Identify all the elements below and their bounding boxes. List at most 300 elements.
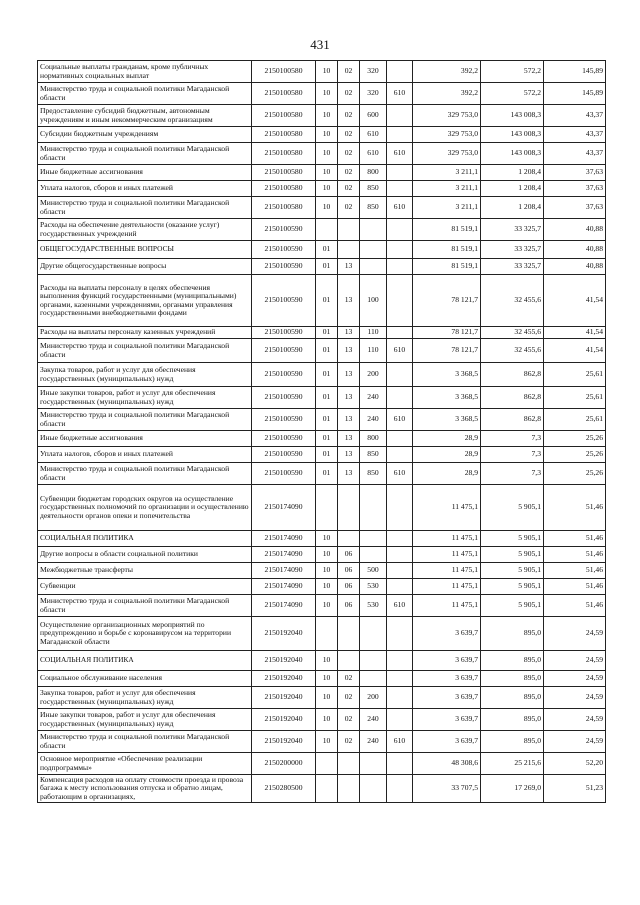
row-name: Министерство труда и социальной политики Магаданской области	[38, 595, 252, 617]
row-ministry-code	[387, 127, 413, 143]
row-expense-type: 240	[360, 731, 387, 753]
row-plan-amount: 33 707,5	[413, 775, 481, 803]
row-section: 01	[316, 363, 338, 387]
row-plan-amount: 329 753,0	[413, 127, 481, 143]
row-code: 2150174090	[252, 563, 316, 579]
table-row	[38, 447, 606, 463]
row-subsection: 02	[338, 687, 360, 709]
row-section: 10	[316, 531, 338, 547]
row-percent: 51,46	[544, 547, 606, 563]
row-section: 10	[316, 83, 338, 105]
table-row	[38, 617, 606, 651]
row-subsection: 02	[338, 731, 360, 753]
table-row	[38, 259, 606, 275]
row-subsection	[338, 775, 360, 803]
row-plan-amount: 11 475,1	[413, 579, 481, 595]
row-code: 2150174090	[252, 547, 316, 563]
row-code: 2150192040	[252, 731, 316, 753]
row-section: 10	[316, 671, 338, 687]
row-subsection: 13	[338, 275, 360, 327]
row-section: 10	[316, 579, 338, 595]
row-section: 10	[316, 687, 338, 709]
row-expense-type	[360, 775, 387, 803]
row-name: Иные закупки товаров, работ и услуг для обеспечения государственных (муниципальных) нужд	[38, 387, 252, 409]
row-code: 2150100590	[252, 259, 316, 275]
table-row	[38, 731, 606, 753]
row-name: Министерство труда и социальной политики Магаданской области	[38, 83, 252, 105]
row-section	[316, 219, 338, 241]
row-plan-amount: 3 639,7	[413, 687, 481, 709]
row-ministry-code	[387, 447, 413, 463]
row-expense-type	[360, 671, 387, 687]
row-actual-amount: 5 905,1	[481, 595, 544, 617]
row-actual-amount: 32 455,6	[481, 275, 544, 327]
row-actual-amount: 143 008,3	[481, 105, 544, 127]
row-section: 01	[316, 241, 338, 259]
row-plan-amount: 3 639,7	[413, 709, 481, 731]
row-actual-amount: 7,3	[481, 447, 544, 463]
row-plan-amount: 11 475,1	[413, 595, 481, 617]
table-row	[38, 363, 606, 387]
table-row	[38, 709, 606, 731]
row-percent: 24,59	[544, 651, 606, 671]
row-ministry-code	[387, 219, 413, 241]
row-name: Иные бюджетные ассигнования	[38, 431, 252, 447]
row-actual-amount: 33 325,7	[481, 241, 544, 259]
row-actual-amount: 895,0	[481, 687, 544, 709]
row-percent: 41,54	[544, 339, 606, 363]
row-ministry-code	[387, 563, 413, 579]
row-percent: 40,88	[544, 219, 606, 241]
row-plan-amount: 3 211,1	[413, 197, 481, 219]
row-expense-type: 610	[360, 127, 387, 143]
row-subsection: 02	[338, 105, 360, 127]
row-section: 10	[316, 731, 338, 753]
row-section: 10	[316, 547, 338, 563]
table-row	[38, 83, 606, 105]
table-row	[38, 387, 606, 409]
row-expense-type	[360, 259, 387, 275]
table-row	[38, 563, 606, 579]
row-ministry-code	[387, 431, 413, 447]
row-actual-amount: 862,8	[481, 409, 544, 431]
row-expense-type: 850	[360, 197, 387, 219]
row-plan-amount: 11 475,1	[413, 563, 481, 579]
row-subsection	[338, 531, 360, 547]
row-plan-amount: 81 519,1	[413, 259, 481, 275]
row-actual-amount: 1 208,4	[481, 181, 544, 197]
row-name: Социальное обслуживание населения	[38, 671, 252, 687]
row-ministry-code	[387, 61, 413, 83]
row-percent: 24,59	[544, 687, 606, 709]
row-plan-amount: 11 475,1	[413, 547, 481, 563]
row-name: Другие вопросы в области социальной политики	[38, 547, 252, 563]
row-ministry-code	[387, 165, 413, 181]
row-percent: 37,63	[544, 197, 606, 219]
row-code: 2150192040	[252, 709, 316, 731]
row-expense-type	[360, 651, 387, 671]
row-actual-amount: 572,2	[481, 83, 544, 105]
table-row	[38, 219, 606, 241]
table-row	[38, 339, 606, 363]
row-expense-type: 320	[360, 83, 387, 105]
row-section: 10	[316, 61, 338, 83]
row-expense-type: 600	[360, 105, 387, 127]
row-expense-type: 320	[360, 61, 387, 83]
row-subsection: 13	[338, 431, 360, 447]
table-row	[38, 327, 606, 339]
row-ministry-code	[387, 579, 413, 595]
row-ministry-code: 610	[387, 409, 413, 431]
table-row	[38, 61, 606, 83]
row-plan-amount: 78 121,7	[413, 327, 481, 339]
row-section: 10	[316, 651, 338, 671]
row-name: Закупка товаров, работ и услуг для обеспечения государственных (муниципальных) нужд	[38, 687, 252, 709]
row-ministry-code	[387, 259, 413, 275]
row-plan-amount: 28,9	[413, 431, 481, 447]
row-actual-amount: 5 905,1	[481, 485, 544, 531]
row-actual-amount: 5 905,1	[481, 547, 544, 563]
row-code: 2150192040	[252, 617, 316, 651]
row-section	[316, 775, 338, 803]
row-expense-type: 850	[360, 447, 387, 463]
row-percent: 40,88	[544, 241, 606, 259]
row-ministry-code	[387, 531, 413, 547]
row-subsection: 13	[338, 447, 360, 463]
row-code: 2150100580	[252, 197, 316, 219]
row-name: Субсидии бюджетным учреждениям	[38, 127, 252, 143]
row-name: Иные закупки товаров, работ и услуг для обеспечения государственных (муниципальных) нужд	[38, 709, 252, 731]
row-ministry-code	[387, 753, 413, 775]
row-percent: 51,46	[544, 579, 606, 595]
row-expense-type: 530	[360, 595, 387, 617]
row-expense-type: 100	[360, 275, 387, 327]
row-actual-amount: 32 455,6	[481, 327, 544, 339]
budget-table	[37, 60, 606, 803]
row-ministry-code	[387, 485, 413, 531]
row-percent: 43,37	[544, 127, 606, 143]
row-ministry-code	[387, 709, 413, 731]
row-ministry-code: 610	[387, 463, 413, 485]
row-subsection	[338, 485, 360, 531]
table-row	[38, 241, 606, 259]
row-subsection	[338, 651, 360, 671]
row-actual-amount: 5 905,1	[481, 531, 544, 547]
row-plan-amount: 78 121,7	[413, 275, 481, 327]
table-row	[38, 143, 606, 165]
row-expense-type	[360, 485, 387, 531]
row-code: 2150100590	[252, 463, 316, 485]
row-ministry-code	[387, 327, 413, 339]
row-section: 01	[316, 339, 338, 363]
row-plan-amount: 3 368,5	[413, 363, 481, 387]
row-name: Закупка товаров, работ и услуг для обеспечения государственных (муниципальных) нужд	[38, 363, 252, 387]
row-actual-amount: 17 269,0	[481, 775, 544, 803]
row-subsection: 13	[338, 463, 360, 485]
row-actual-amount: 143 008,3	[481, 143, 544, 165]
row-plan-amount: 48 308,6	[413, 753, 481, 775]
row-code: 2150100580	[252, 143, 316, 165]
row-plan-amount: 3 639,7	[413, 617, 481, 651]
row-ministry-code	[387, 651, 413, 671]
row-ministry-code	[387, 181, 413, 197]
table-row	[38, 275, 606, 327]
row-name: Министерство труда и социальной политики Магаданской области	[38, 339, 252, 363]
row-name: СОЦИАЛЬНАЯ ПОЛИТИКА	[38, 651, 252, 671]
row-name: Министерство труда и социальной политики Магаданской области	[38, 463, 252, 485]
row-ministry-code	[387, 275, 413, 327]
row-code: 2150192040	[252, 671, 316, 687]
row-code: 2150100590	[252, 447, 316, 463]
row-code: 2150100590	[252, 387, 316, 409]
table-row	[38, 165, 606, 181]
row-code: 2150100580	[252, 105, 316, 127]
table-row	[38, 431, 606, 447]
row-code: 2150174090	[252, 485, 316, 531]
row-actual-amount: 1 208,4	[481, 197, 544, 219]
row-name: Уплата налогов, сборов и иных платежей	[38, 181, 252, 197]
row-plan-amount: 3 639,7	[413, 731, 481, 753]
row-expense-type: 240	[360, 409, 387, 431]
row-percent: 52,20	[544, 753, 606, 775]
row-code: 2150200000	[252, 753, 316, 775]
row-percent: 51,46	[544, 595, 606, 617]
row-expense-type: 200	[360, 363, 387, 387]
row-expense-type: 850	[360, 181, 387, 197]
row-section: 01	[316, 327, 338, 339]
row-subsection	[338, 753, 360, 775]
row-section	[316, 485, 338, 531]
row-ministry-code: 610	[387, 595, 413, 617]
row-code: 2150174090	[252, 531, 316, 547]
row-expense-type: 240	[360, 387, 387, 409]
table-row	[38, 105, 606, 127]
row-subsection: 02	[338, 143, 360, 165]
row-actual-amount: 33 325,7	[481, 259, 544, 275]
row-expense-type: 110	[360, 327, 387, 339]
row-plan-amount: 11 475,1	[413, 485, 481, 531]
row-subsection: 02	[338, 83, 360, 105]
table-row	[38, 595, 606, 617]
page-number: 431	[310, 37, 330, 52]
row-ministry-code	[387, 387, 413, 409]
row-name: Предоставление субсидий бюджетным, автономным учреждениям и иным некоммерческим организациям	[38, 105, 252, 127]
row-subsection: 13	[338, 327, 360, 339]
row-subsection: 13	[338, 363, 360, 387]
table-row	[38, 127, 606, 143]
row-plan-amount: 329 753,0	[413, 105, 481, 127]
table-row	[38, 463, 606, 485]
row-name: Министерство труда и социальной политики Магаданской области	[38, 409, 252, 431]
row-subsection: 06	[338, 547, 360, 563]
row-code: 2150100590	[252, 339, 316, 363]
row-name: СОЦИАЛЬНАЯ ПОЛИТИКА	[38, 531, 252, 547]
row-name: Осуществление организационных мероприятий по предупреждению и борьбе с коронавирусом на территории Магаданской области	[38, 617, 252, 651]
row-actual-amount: 862,8	[481, 363, 544, 387]
row-section	[316, 617, 338, 651]
row-plan-amount: 392,2	[413, 83, 481, 105]
row-actual-amount: 32 455,6	[481, 339, 544, 363]
row-plan-amount: 78 121,7	[413, 339, 481, 363]
row-plan-amount: 3 211,1	[413, 181, 481, 197]
row-name: Межбюджетные трансферты	[38, 563, 252, 579]
row-code: 2150100580	[252, 83, 316, 105]
row-actual-amount: 895,0	[481, 731, 544, 753]
row-section: 01	[316, 447, 338, 463]
row-name: Субвенции	[38, 579, 252, 595]
row-code: 2150100590	[252, 275, 316, 327]
row-percent: 37,63	[544, 165, 606, 181]
row-ministry-code: 610	[387, 731, 413, 753]
row-name: Расходы на выплаты персоналу казенных учреждений	[38, 327, 252, 339]
row-code: 2150100590	[252, 327, 316, 339]
row-code: 2150192040	[252, 651, 316, 671]
row-expense-type	[360, 219, 387, 241]
row-actual-amount: 895,0	[481, 651, 544, 671]
row-subsection	[338, 617, 360, 651]
row-section: 01	[316, 431, 338, 447]
row-section: 10	[316, 197, 338, 219]
row-percent: 51,46	[544, 485, 606, 531]
row-actual-amount: 7,3	[481, 463, 544, 485]
row-percent: 145,89	[544, 61, 606, 83]
row-subsection: 13	[338, 387, 360, 409]
row-percent: 37,63	[544, 181, 606, 197]
row-section: 10	[316, 709, 338, 731]
row-code: 2150100580	[252, 181, 316, 197]
row-section: 10	[316, 105, 338, 127]
row-name: Иные бюджетные ассигнования	[38, 165, 252, 181]
table-row	[38, 753, 606, 775]
row-section: 01	[316, 259, 338, 275]
row-plan-amount: 28,9	[413, 447, 481, 463]
row-section: 01	[316, 409, 338, 431]
row-expense-type: 610	[360, 143, 387, 165]
row-plan-amount: 3 639,7	[413, 651, 481, 671]
row-actual-amount: 5 905,1	[481, 563, 544, 579]
row-ministry-code	[387, 547, 413, 563]
row-expense-type	[360, 531, 387, 547]
row-subsection: 02	[338, 709, 360, 731]
row-subsection: 02	[338, 127, 360, 143]
row-name: Социальные выплаты гражданам, кроме публичных нормативных социальных выплат	[38, 61, 252, 83]
row-subsection: 13	[338, 409, 360, 431]
row-ministry-code: 610	[387, 143, 413, 165]
row-plan-amount: 81 519,1	[413, 219, 481, 241]
row-section: 10	[316, 563, 338, 579]
row-section: 10	[316, 127, 338, 143]
row-percent: 51,46	[544, 531, 606, 547]
row-code: 2150192040	[252, 687, 316, 709]
row-code: 2150100590	[252, 219, 316, 241]
row-subsection: 02	[338, 181, 360, 197]
row-percent: 25,61	[544, 363, 606, 387]
row-section: 10	[316, 165, 338, 181]
row-expense-type: 850	[360, 463, 387, 485]
row-expense-type	[360, 547, 387, 563]
row-subsection: 06	[338, 563, 360, 579]
table-row	[38, 531, 606, 547]
row-ministry-code: 610	[387, 83, 413, 105]
table-row	[38, 485, 606, 531]
row-ministry-code	[387, 363, 413, 387]
row-subsection: 06	[338, 579, 360, 595]
row-name: Министерство труда и социальной политики Магаданской области	[38, 143, 252, 165]
row-section	[316, 753, 338, 775]
row-name: Министерство труда и социальной политики Магаданской области	[38, 731, 252, 753]
row-code: 2150100580	[252, 61, 316, 83]
row-expense-type: 200	[360, 687, 387, 709]
row-subsection: 02	[338, 61, 360, 83]
row-code: 2150174090	[252, 579, 316, 595]
row-name: Министерство труда и социальной политики Магаданской области	[38, 197, 252, 219]
row-expense-type: 240	[360, 709, 387, 731]
row-name: ОБЩЕГОСУДАРСТВЕННЫЕ ВОПРОСЫ	[38, 241, 252, 259]
row-ministry-code	[387, 775, 413, 803]
row-expense-type: 800	[360, 165, 387, 181]
row-plan-amount: 3 639,7	[413, 671, 481, 687]
row-percent: 41,54	[544, 275, 606, 327]
row-section: 10	[316, 143, 338, 165]
row-name: Уплата налогов, сборов и иных платежей	[38, 447, 252, 463]
row-expense-type	[360, 753, 387, 775]
table-row	[38, 651, 606, 671]
row-ministry-code	[387, 241, 413, 259]
row-code: 2150100590	[252, 363, 316, 387]
row-plan-amount: 3 211,1	[413, 165, 481, 181]
table-row	[38, 181, 606, 197]
row-actual-amount: 895,0	[481, 671, 544, 687]
row-percent: 25,26	[544, 431, 606, 447]
table-row	[38, 687, 606, 709]
row-actual-amount: 572,2	[481, 61, 544, 83]
row-plan-amount: 392,2	[413, 61, 481, 83]
row-section: 01	[316, 387, 338, 409]
row-expense-type	[360, 617, 387, 651]
row-code: 2150100590	[252, 409, 316, 431]
row-ministry-code: 610	[387, 197, 413, 219]
row-subsection	[338, 241, 360, 259]
row-plan-amount: 3 368,5	[413, 387, 481, 409]
row-actual-amount: 143 008,3	[481, 127, 544, 143]
row-actual-amount: 25 215,6	[481, 753, 544, 775]
row-section: 01	[316, 463, 338, 485]
row-name: Расходы на выплаты персоналу в целях обеспечения выполнения функций государственными (муниципальными) органами, казенными учреждениями, органами управления государственными внебюджетными фондами	[38, 275, 252, 327]
row-subsection: 02	[338, 197, 360, 219]
row-subsection: 02	[338, 165, 360, 181]
row-percent: 51,23	[544, 775, 606, 803]
row-plan-amount: 3 368,5	[413, 409, 481, 431]
row-name: Компенсация расходов на оплату стоимости проезда и провоза багажа к месту использования отпуска и обратно лицам, работающим в организациях,	[38, 775, 252, 803]
table-row	[38, 775, 606, 803]
row-code: 2150100580	[252, 127, 316, 143]
row-subsection: 13	[338, 259, 360, 275]
row-expense-type: 500	[360, 563, 387, 579]
row-percent: 40,88	[544, 259, 606, 275]
row-percent: 145,89	[544, 83, 606, 105]
row-section: 10	[316, 181, 338, 197]
row-expense-type: 110	[360, 339, 387, 363]
row-name: Другие общегосударственные вопросы	[38, 259, 252, 275]
row-section: 01	[316, 275, 338, 327]
row-expense-type: 800	[360, 431, 387, 447]
row-percent: 24,59	[544, 617, 606, 651]
row-subsection: 13	[338, 339, 360, 363]
row-plan-amount: 329 753,0	[413, 143, 481, 165]
row-percent: 43,37	[544, 105, 606, 127]
row-percent: 25,61	[544, 387, 606, 409]
row-expense-type: 530	[360, 579, 387, 595]
